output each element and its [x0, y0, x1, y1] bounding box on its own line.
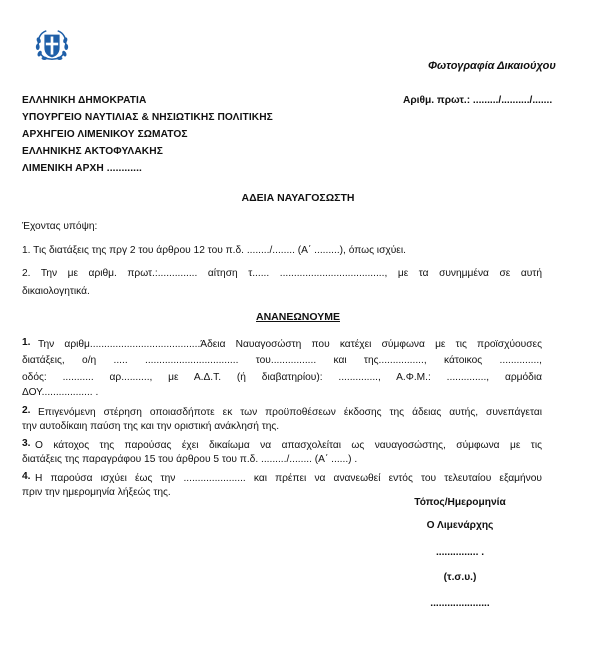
- considering-item-2-line-1: 2. Την με αριθμ. πρωτ.:.............. αίτηση τ...... ....................................., με τα συνημμένα σε αυτή: [22, 268, 542, 279]
- signature-dots: ............... .: [435, 547, 485, 558]
- clause-2-line-1: Επιγενόμενη στέρηση οποιασδήποτε εκ των προϋποθέσεων έκδοσης της άδειας αυτής, συνεπάγεται: [38, 407, 542, 418]
- protocol-number: Αριθμ. πρωτ.: ........./........../.......: [403, 95, 553, 106]
- document-title: ΑΔΕΙΑ ΝΑΥΑΓΟΣΩΣΤΗ: [241, 192, 355, 204]
- clause-1-line-4: ΔΟΥ.................. .: [22, 387, 99, 398]
- photo-label: Φωτογραφία Δικαιούχου: [428, 60, 556, 72]
- clause-1-line-2: διατάξεις, ο/η ..... ................................. του................ και της................, κάτοικος ..............,: [22, 355, 542, 366]
- clause-1-line-3: οδός: ........... αρ.........., με Α.Δ.Τ. (ή διαβατηρίου): .............., Α.Φ.Μ.: .............., αρμόδια: [22, 372, 542, 383]
- header-line-ministry: ΥΠΟΥΡΓΕΙΟ ΝΑΥΤΙΛΙΑΣ & ΝΗΣΙΩΤΙΚΗΣ ΠΟΛΙΤΙΚΗΣ: [22, 112, 273, 123]
- header-line-coastguard-hq: ΑΡΧΗΓΕΙΟ ΛΙΜΕΝΙΚΟΥ ΣΩΜΑΤΟΣ: [22, 129, 188, 140]
- header-line-coastguard: ΕΛΛΗΝΙΚΗΣ ΑΚΤΟΦΥΛΑΚΗΣ: [22, 146, 163, 157]
- clause-3-line-1: Ο κάτοχος της παρούσας έχει δικαίωμα να απασχολείται ως ναυαγοσώστης, σύμφωνα με τις: [35, 440, 542, 451]
- considering-item-2-line-2: δικαιολογητικά.: [22, 286, 90, 297]
- clause-1-line-1: Την αριθμ.......................................Άδεια Ναυαγοσώστη που κατέχει σύμφωνα με τις προϊσχύουσες: [38, 339, 542, 350]
- considering-item-1: 1. Τις διατάξεις της πργ 2 του άρθρου 12 του π.δ. ......../........ (Α΄ .........), όπως ισχύει.: [22, 245, 406, 256]
- seal-placeholder: (τ.σ.υ.): [443, 572, 477, 583]
- greek-coat-of-arms-icon: [33, 27, 71, 65]
- signature-name-dots: .....................: [430, 598, 490, 609]
- clause-3-number: 3.: [22, 438, 31, 449]
- clause-4-line-1: Η παρούσα ισχύει έως την ...................... και πρέπει να ανανεωθεί εντός του τελευταίου εξαμήνου: [35, 473, 542, 484]
- header-line-republic: ΕΛΛΗΝΙΚΗ ΔΗΜΟΚΡΑΤΙΑ: [22, 95, 147, 106]
- clause-1-number: 1.: [22, 337, 31, 348]
- place-date-label: Τόπος/Ημερομηνία: [414, 497, 506, 508]
- header-line-port-authority: ΛΙΜΕΝΙΚΗ ΑΡΧΗ ............: [22, 163, 142, 174]
- clause-2-line-2: την αυτοδίκαιη παύση της και την οριστική ανάκλησή της.: [22, 421, 280, 432]
- port-master-title: Ο Λιμενάρχης: [426, 520, 494, 531]
- clause-2-number: 2.: [22, 405, 31, 416]
- renew-heading: ΑΝΑΝΕΩΝΟΥΜΕ: [256, 311, 340, 323]
- clause-3-line-2: διατάξεις της παραγράφου 15 του άρθρου 5 του π.δ. ........./........ (Α΄ ......) .: [22, 454, 358, 465]
- clause-4-number: 4.: [22, 471, 31, 482]
- considering-intro: Έχοντας υπόψη:: [22, 221, 98, 232]
- clause-4-line-2: πριν την ημερομηνία λήξεώς της.: [22, 487, 171, 498]
